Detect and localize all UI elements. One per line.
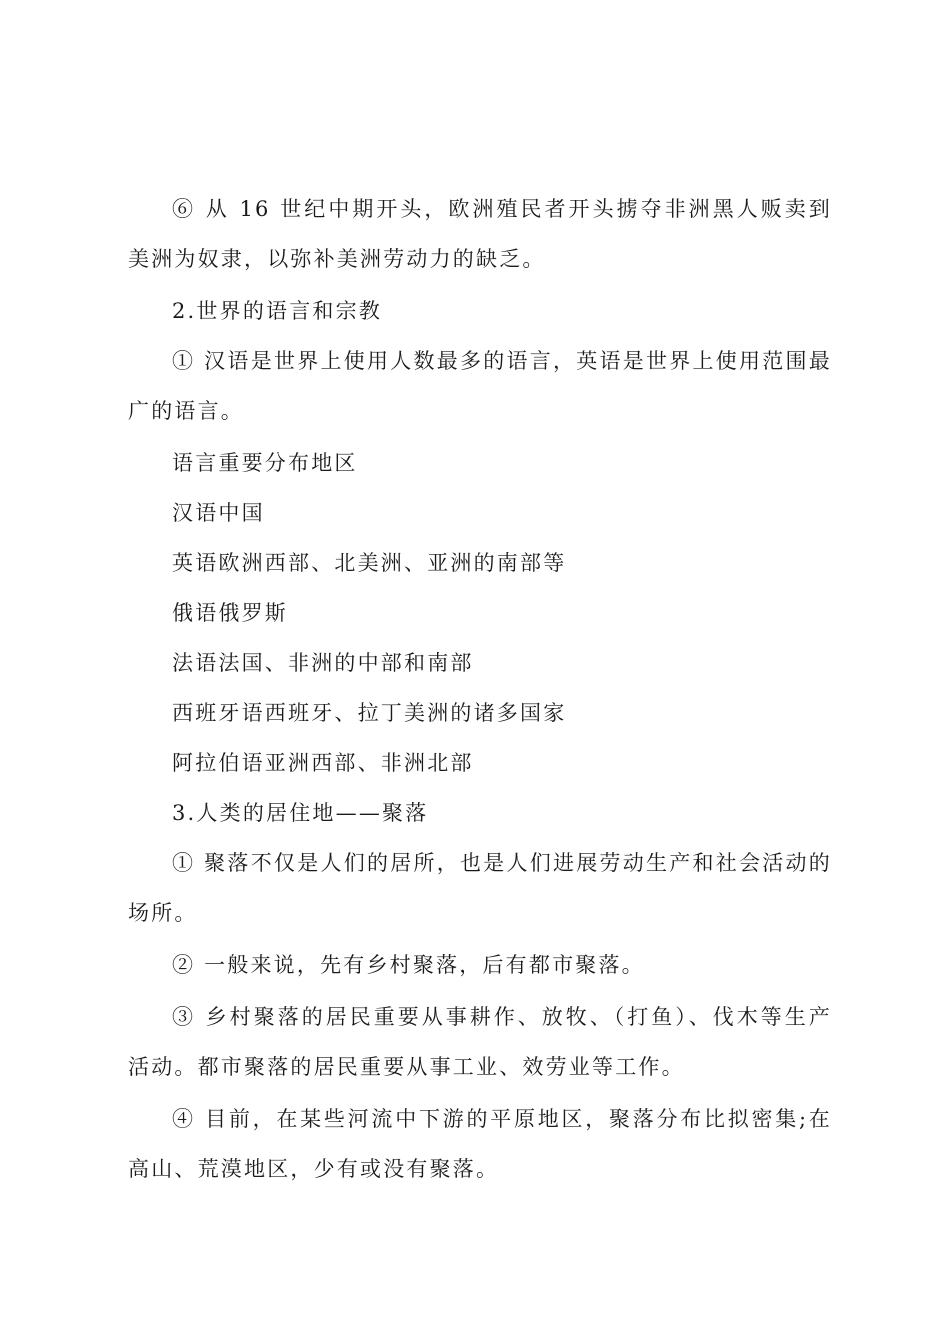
language-row-arabic: 阿拉伯语亚洲西部、非洲北部 (172, 751, 474, 775)
language-row-spanish: 西班牙语西班牙、拉丁美洲的诸多国家 (172, 701, 567, 725)
table-header-language-region: 语言重要分布地区 (172, 451, 358, 475)
language-row-french: 法语法国、非洲的中部和南部 (172, 651, 474, 675)
paragraph-settlement-distribution: ④ 目前，在某些河流中下游的平原地区，聚落分布比拟密集;在高山、荒漠地区，少有或没有聚落。 (128, 1107, 832, 1181)
heading-language-religion: 2.世界的语言和宗教 (172, 299, 383, 323)
language-row-english: 英语欧洲西部、北美洲、亚洲的南部等 (172, 551, 567, 575)
language-row-chinese: 汉语中国 (172, 501, 265, 525)
paragraph-chinese-english: ① 汉语是世界上使用人数最多的语言，英语是世界上使用范围最广的语言。 (128, 349, 832, 423)
paragraph-rural-urban-work: ③ 乡村聚落的居民重要从事耕作、放牧、（打鱼）、伐木等生产活动。都市聚落的居民重要从事工业、效劳业等工作。 (128, 1005, 832, 1079)
heading-settlements: 3.人类的居住地——聚落 (172, 801, 429, 825)
paragraph-slave-trade: ⑥ 从 16 世纪中期开头，欧洲殖民者开头掳夺非洲黑人贩卖到美洲为奴隶，以弥补美洲劳动力的缺乏。 (128, 197, 832, 271)
document-body (128, 184, 832, 1196)
language-row-russian: 俄语俄罗斯 (172, 601, 288, 625)
paragraph-settlement-definition: ① 聚落不仅是人们的居所，也是人们进展劳动生产和社会活动的场所。 (128, 851, 832, 925)
paragraph-rural-urban-order: ② 一般来说，先有乡村聚落，后有都市聚落。 (172, 953, 645, 977)
